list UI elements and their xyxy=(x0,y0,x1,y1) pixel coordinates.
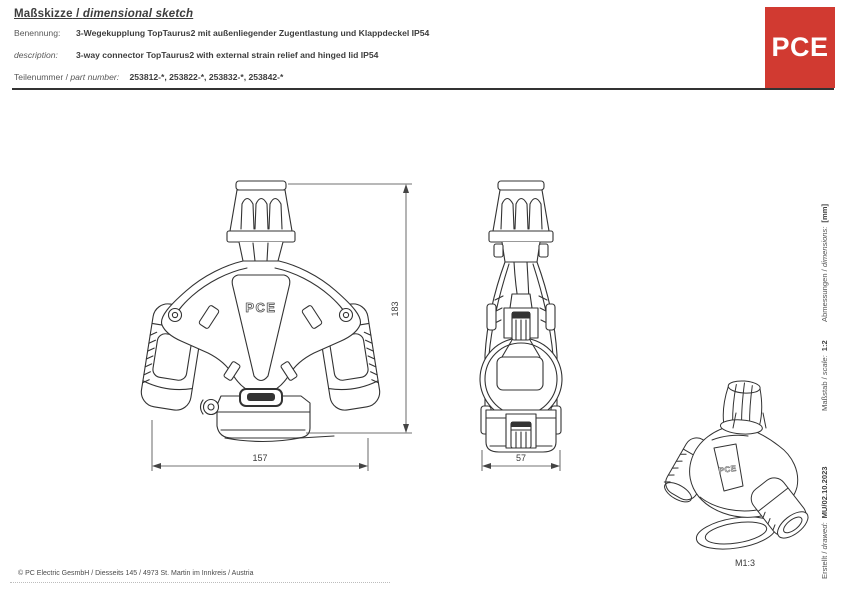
page-title-en: dimensional sketch xyxy=(82,8,194,20)
dim-height-183: 183 xyxy=(390,301,400,317)
field-part-number-label-de: Teilenummer xyxy=(14,72,64,82)
footer-copyright: © PC Electric GesmbH / Diesseits 145 / 4973 St. Martin im Innkreis / Austria xyxy=(18,570,254,577)
meta-created-value: MU/02.10.2023 xyxy=(820,466,829,519)
meta-created-de: Erstellt xyxy=(820,555,829,579)
meta-created: Erstellt / drawed:MU/02.10.2023 xyxy=(820,466,829,579)
pce-logo-text: PCE xyxy=(771,32,829,62)
field-part-number-label-en: part number: xyxy=(70,72,120,82)
iso-cable-gland xyxy=(720,380,766,436)
side-base xyxy=(481,406,561,452)
meta-created-en: drawed: xyxy=(820,522,829,550)
meta-scale-de: Maßstab xyxy=(820,381,829,411)
page-title-sep: / xyxy=(72,8,83,20)
field-benennung-label: Benennung: xyxy=(14,28,61,38)
iso-view-drawing xyxy=(660,380,814,554)
front-embossed-logo: PCE xyxy=(245,300,277,315)
front-view-drawing xyxy=(139,181,382,442)
side-label-plate xyxy=(497,357,543,390)
meta-dimensions-de: Abmessungen xyxy=(820,273,829,322)
meta-dimensions-en: dimensions: xyxy=(820,226,829,268)
field-description-value: 3-way connector TopTaurus2 with external strain relief and hinged lid IP54 xyxy=(76,50,379,60)
meta-scale: Maßstab / scale:1:2 xyxy=(820,340,829,411)
dim-width-157: 157 xyxy=(252,453,268,463)
meta-scale-en: scale: xyxy=(820,355,829,376)
meta-scale-value: 1:2 xyxy=(820,340,829,352)
side-cable-gland xyxy=(489,181,553,262)
page-title-de: Maßskizze xyxy=(14,8,73,20)
field-benennung-value: 3-Wegekupplung TopTaurus2 mit außenliegender Zugentlastung und Klappdeckel IP54 xyxy=(76,28,430,38)
field-description-label: description: xyxy=(14,50,58,60)
side-view-drawing xyxy=(480,181,562,452)
meta-dimensions-unit: Abmessungen / dimensions:[mm] xyxy=(820,204,829,322)
meta-dimensions-value: [mm] xyxy=(820,204,829,223)
dim-width-57: 57 xyxy=(515,453,527,463)
footer-perforation-line xyxy=(10,582,390,583)
front-cable-gland xyxy=(227,181,295,261)
front-latch xyxy=(240,389,282,406)
field-part-number-value: 253812-*, 253822-*, 253832-*, 253842-* xyxy=(129,72,284,82)
field-part-number-sep: / xyxy=(63,72,71,82)
iso-scale-label: M1:3 xyxy=(734,558,756,568)
iso-embossed-logo: PCE xyxy=(718,463,738,476)
